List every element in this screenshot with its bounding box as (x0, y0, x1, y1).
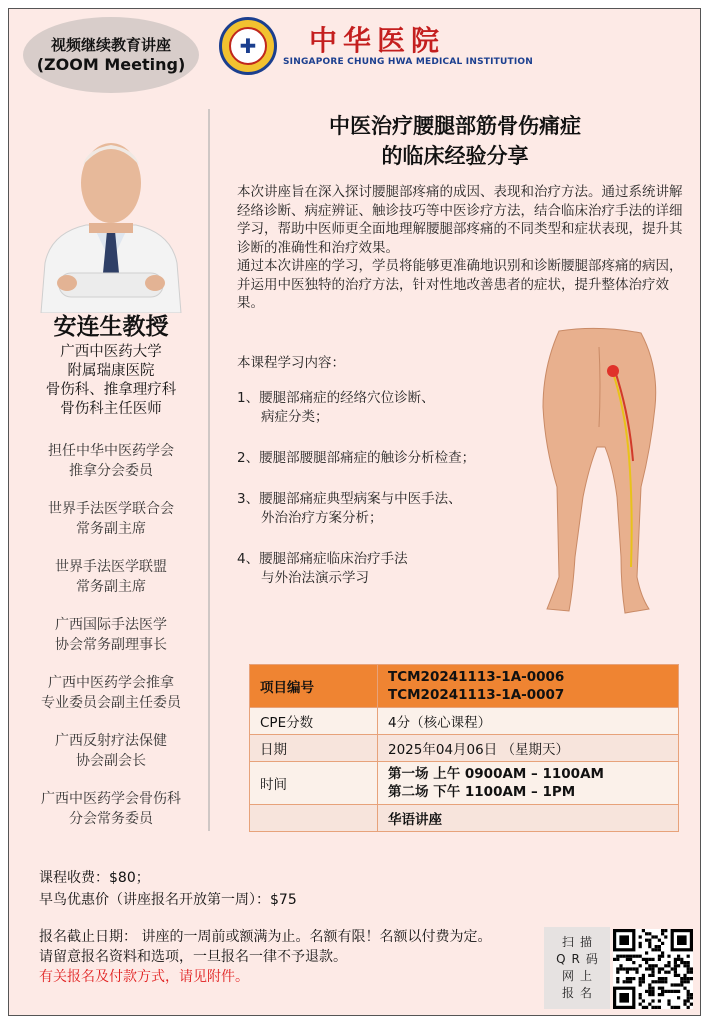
table-cell: TCM20241113-1A-0006 TCM20241113-1A-0007 (378, 665, 679, 708)
affiliation-line: 附属瑞康医院 (67, 363, 155, 379)
learn-heading: 本课程学习内容： (237, 355, 345, 371)
list-item: 4、腰腿部痛症临床治疗手法 与外治法演示学习 (237, 551, 408, 586)
role-item: 世界手法医学联合会 常务副主席 (48, 501, 174, 537)
role-item: 广西中医药学会骨伤科 分会常务委员 (41, 791, 181, 827)
scan-qr-label: 扫描 QR码 网上 报名 (544, 927, 610, 1009)
intro-paragraph: 本次讲座旨在深入探讨腰腿部疼痛的成因、表现和治疗方法。通过系统讲解经络诊断、病症辨证、触诊技巧等中医诊疗方法，结合临床治疗手法的详细学习，帮助中医师更全面地理解腰腿部疼痛的不同类型和症状表现，提升其诊断的准确性和治疗效果。 (237, 184, 683, 256)
speaker-photo (31, 113, 191, 313)
list-item: 3、腰腿部痛症典型病案与中医手法、 外治治疗方案分析； (237, 491, 462, 526)
notice-line: 报名截止日期： 讲座的一周前或额满为止。名额有限！名额以付费为定。 (39, 929, 492, 945)
list-item: 1、腰腿部痛症的经络穴位诊断、 病症分类； (237, 390, 435, 425)
role-item: 世界手法医学联盟 常务副主席 (55, 559, 167, 595)
legs-anatomy-illustration (529, 327, 669, 619)
table-cell: 时间 (250, 762, 378, 805)
title-line: 中医治疗腰腿部筋骨伤痛症 (329, 114, 581, 138)
list-item: 2、腰腿部腰腿部痛症的触诊分析检查； (237, 450, 476, 466)
course-title (245, 111, 665, 171)
qr-code-icon[interactable] (613, 929, 693, 1009)
table-row (250, 708, 679, 735)
notice-line-red: 有关报名及付款方式，请见附件。 (39, 969, 249, 985)
title-line: 的临床经验分享 (381, 144, 529, 168)
speaker-roles (13, 441, 209, 829)
badge-zoom: (ZOOM Meeting) (36, 55, 186, 74)
affiliation-line: 广西中医药大学 (60, 344, 162, 360)
table-cell: 项目编号 (250, 665, 378, 708)
role-item: 广西国际手法医学 协会常务副理事长 (55, 617, 167, 653)
logo-english: SINGAPORE CHUNG HWA MEDICAL INSTITUTION (283, 57, 533, 67)
table-cell (250, 805, 378, 832)
table-cell: CPE分数 (250, 708, 378, 735)
affiliation-line: 骨伤科主任医师 (60, 401, 162, 417)
table-cell: 2025年04月06日 （星期天） (378, 735, 679, 762)
zoom-badge (23, 17, 199, 93)
speaker-affiliation (13, 343, 209, 419)
poster (8, 8, 701, 1016)
intro-paragraph: 通过本次讲座的学习，学员将能够更准确地识别和诊断腰腿部疼痛的病因，并运用中医独特的治疗方法，针对性地改善患者的症状，提升整体治疗效果。 (237, 258, 683, 311)
role-item: 广西反射疗法保健 协会副会长 (55, 733, 167, 769)
table-row (250, 805, 679, 832)
course-intro (237, 183, 692, 313)
registration-notice (39, 927, 491, 987)
role-item: 广西中医药学会推拿 专业委员会副主任委员 (41, 675, 181, 711)
table-cell: 日期 (250, 735, 378, 762)
fee-line: 早鸟优惠价（讲座报名开放第一周）：$75 (39, 892, 297, 908)
notice-line: 请留意报名资料和选项，一旦报名一律不予退款。 (39, 949, 347, 965)
logo-chinese: 中华医院 (309, 24, 446, 57)
table-row (250, 762, 679, 805)
table-cell: 华语讲座 (378, 805, 679, 832)
table-row (250, 735, 679, 762)
chung-hwa-seal-icon: ✚ (219, 17, 277, 75)
role-item: 担任中华中医药学会 推拿分会委员 (48, 443, 174, 479)
affiliation-line: 骨伤科、推拿理疗科 (45, 382, 177, 398)
table-cell: 4分（核心课程） (378, 708, 679, 735)
fees (39, 867, 297, 911)
course-info-table (249, 664, 679, 832)
speaker-name: 安连生教授 (53, 314, 169, 340)
badge-title: 视频继续教育讲座 (50, 36, 171, 54)
speaker-column (13, 311, 209, 847)
table-cell: 第一场 上午 0900AM – 1100AM 第二场 下午 1100AM – 1PM (378, 762, 679, 805)
fee-line: 课程收费：$80； (39, 870, 150, 886)
column-divider (208, 109, 210, 831)
table-row (250, 665, 679, 708)
learn-list (237, 389, 537, 610)
